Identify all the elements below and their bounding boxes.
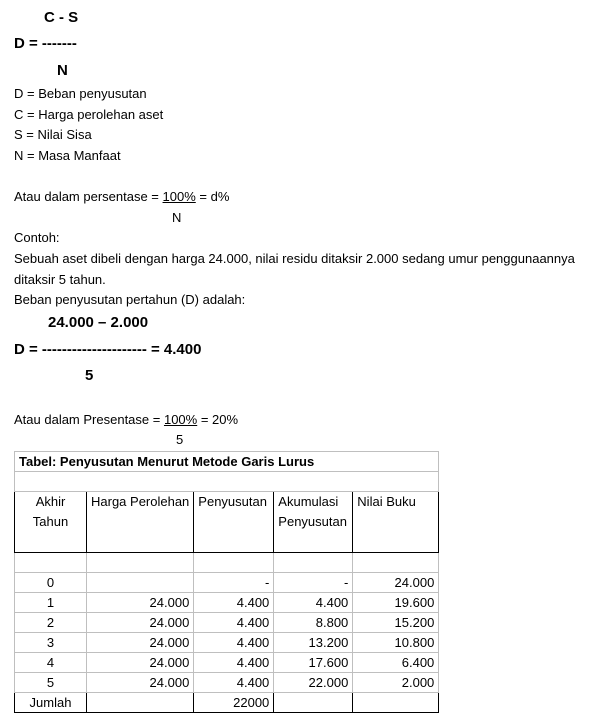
table-cell [87,693,194,713]
table-cell: 22.000 [274,673,353,693]
table-blank-row [15,553,439,573]
table-cell: 5 [15,673,87,693]
table-row [15,593,439,613]
percent2-denominator: 5 [176,432,184,447]
table-cell: 6.400 [353,653,439,673]
total-label: Jumlah [15,693,87,713]
table-cell: 0 [15,573,87,593]
definition-d: D = Beban penyusutan [14,86,147,101]
table-cell [274,553,353,573]
table-cell: 24.000 [87,653,194,673]
example-heading: Contoh: [14,230,60,245]
table-row [15,613,439,633]
table-row [15,653,439,673]
table-cell [87,553,194,573]
table-cell: - [274,573,353,593]
header-harga-perolehan: Harga Perolehan [87,492,194,553]
definition-c: C = Harga perolehan aset [14,107,164,122]
percent2-result: = 20% [197,412,239,427]
formula1-denominator: N [57,62,68,79]
table-cell [194,553,274,573]
table-cell: 4.400 [194,653,274,673]
table-cell: 4.400 [194,673,274,693]
percent1-line [14,188,229,206]
table-row [15,673,439,693]
table-cell: 4.400 [194,633,274,653]
formula2-lhs: D = --------------------- = 4.400 [14,341,202,358]
table-cell: 19.600 [353,593,439,613]
definition-n: N = Masa Manfaat [14,148,121,163]
table-cell [15,553,87,573]
table-total-row [15,693,439,713]
formula1-lhs: D = ------- [14,35,77,52]
table-cell: 3 [15,633,87,653]
table-cell: 1 [15,593,87,613]
table-cell: 4 [15,653,87,673]
table-cell [274,693,353,713]
depreciation-table [14,451,439,713]
table-cell: 24.000 [87,673,194,693]
table-spacer [15,472,439,492]
header-nilai-buku: Nilai Buku [353,492,439,553]
table-cell: 4.400 [194,593,274,613]
table-cell: 24.000 [87,613,194,633]
table-cell [353,553,439,573]
table-cell: 24.000 [87,593,194,613]
percent1-result: = d% [195,189,230,204]
total-value: 22000 [194,693,274,713]
table-cell: 10.800 [353,633,439,653]
table-header-row [15,492,439,553]
table-cell: 13.200 [274,633,353,653]
header-penyusutan: Penyusutan [194,492,274,553]
table-row [15,573,439,593]
table-title: Tabel: Penyusutan Menurut Metode Garis Lurus [15,452,439,472]
table-cell: - [194,573,274,593]
percent2-label: Atau dalam Presentase = [14,412,161,427]
percent2-fraction: 100% [163,412,198,427]
table-cell [87,573,194,593]
definition-s: S = Nilai Sisa [14,127,92,142]
table-cell: 2.000 [353,673,439,693]
table-spacer-row [15,472,439,492]
example-text-line2: ditaksir 5 tahun. [14,272,106,287]
table-title-row [15,452,439,472]
example-question: Beban penyusutan pertahun (D) adalah: [14,292,246,307]
table-cell: 15.200 [353,613,439,633]
percent1-denominator: N [172,210,182,225]
table-cell: 2 [15,613,87,633]
table-row [15,633,439,653]
formula1-numerator: C - S [44,9,79,26]
header-akhir-tahun: Akhir Tahun [15,492,87,553]
percent1-label: Atau dalam persentase = [14,189,159,204]
table-cell: 8.800 [274,613,353,633]
table-cell [353,693,439,713]
table-cell: 4.400 [194,613,274,633]
table-cell: 24.000 [353,573,439,593]
table-cell: 24.000 [87,633,194,653]
table-cell: 4.400 [274,593,353,613]
header-akumulasi-penyusutan: Akumulasi Penyusutan [274,492,353,553]
percent1-fraction: 100% [162,189,196,204]
formula2-numerator: 24.000 – 2.000 [48,314,149,331]
table-cell: 17.600 [274,653,353,673]
percent2-line [14,411,238,429]
formula2-denominator: 5 [85,367,94,384]
example-text-line1: Sebuah aset dibeli dengan harga 24.000, nilai residu ditaksir 2.000 sedang umur penggunaannya [14,251,575,266]
